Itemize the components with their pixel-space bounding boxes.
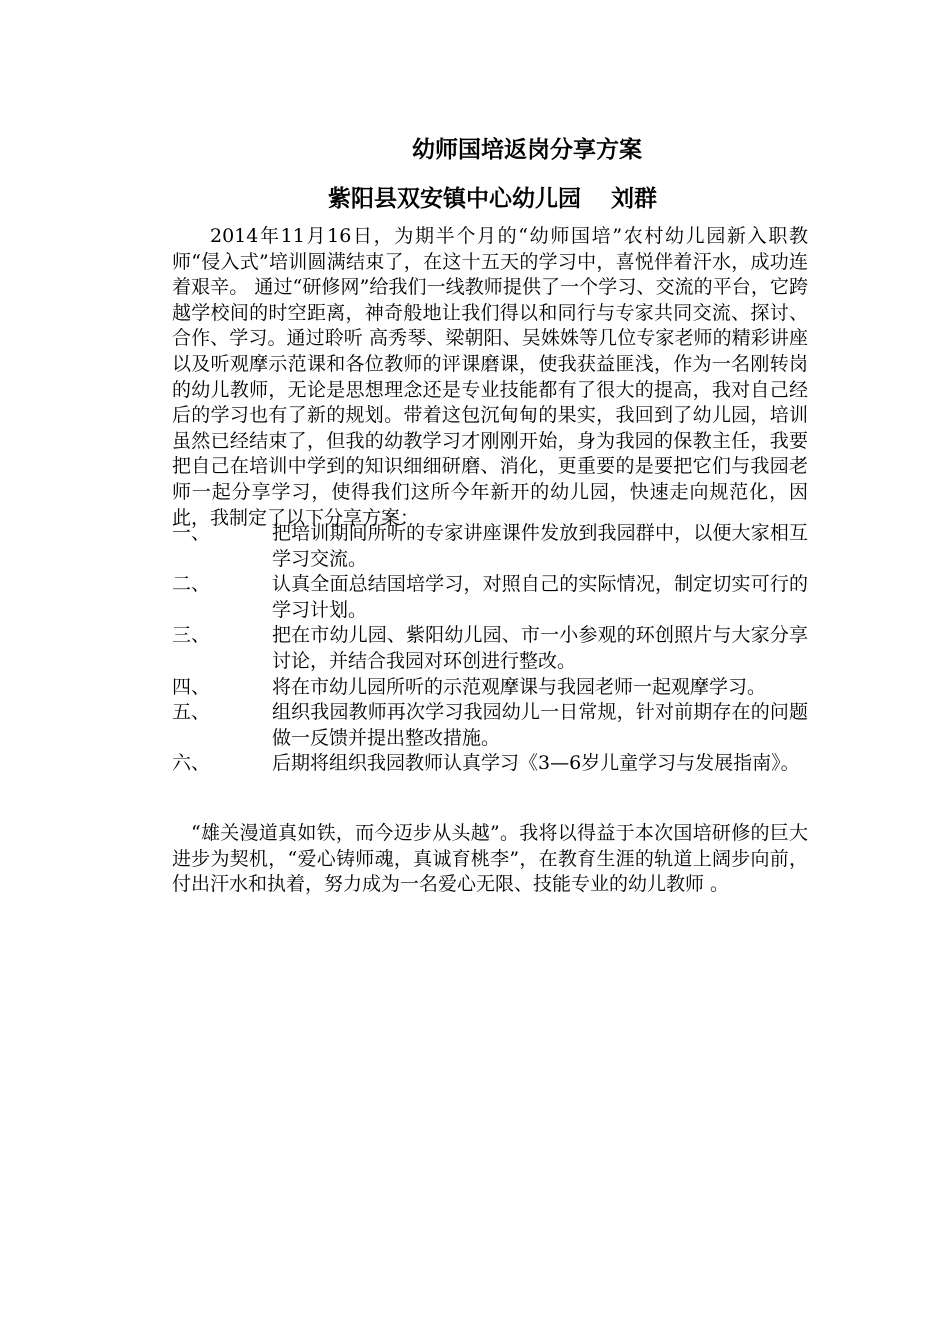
list-item [172,751,808,777]
document-title: 幼师国培返岗分享方案 [412,136,642,163]
author-line [328,183,657,215]
plan-list [172,521,808,777]
list-item-number: 四、 [172,675,211,698]
list-item-number: 一、 [172,522,211,544]
list-item-text: 将在市幼儿园所听的示范观摩课与我园老师一起观摩学习。 [272,675,767,698]
list-item-text: 把培训期间所听的专家讲座课件发放到我园群中，以便大家相互学习交流。 [272,522,808,570]
list-item-number: 二、 [172,573,211,596]
list-item [172,521,808,572]
list-item-text: 认真全面总结国培学习，对照自己的实际情况，制定切实可行的学习计划。 [272,573,808,621]
closing-paragraph: “雄关漫道真如铁，而今迈步从头越”。我将以得益于本次国培研修的巨大进步为契机，“爱心铸师魂，真诚育桃李”，在教育生涯的轨道上阔步向前，付出汗水和执着，努力成为一名爱心无限、技能专业的幼儿教师 。 [172,822,808,896]
author-organization: 紫阳县双安镇中心幼儿园 [328,185,581,212]
list-item-text: 后期将组织我园教师认真学习《3—6岁儿童学习与发展指南》。 [272,752,800,775]
list-item [172,572,808,623]
list-item [172,675,808,701]
list-item-number: 五、 [172,701,211,724]
list-item [172,700,808,751]
intro-paragraph [172,224,808,531]
list-item-number: 六、 [172,752,211,775]
list-item [172,623,808,674]
author-name: 刘群 [611,185,657,212]
list-item-text: 组织我园教师再次学习我园幼儿一日常规，针对前期存在的问题做一反馈并提出整改措施。 [272,701,808,749]
list-item-text: 把在市幼儿园、紫阳幼儿园、市一小参观的环创照片与大家分享讨论，并结合我园对环创进行整改。 [272,624,808,672]
list-item-number: 三、 [172,624,211,647]
intro-text: 2014年11月16日，为期半个月的“幼师国培”农村幼儿园新入职教师“侵入式”培训圆满结束了，在这十五天的学习中，喜悦伴着汗水，成功连着艰辛。 通过“研修网”给我们一线教师提供了一个学习、交流的平台，它跨越学校间的时空距离，神奇般地让我们得以和同行与专家共同交流、探讨、合作、学习。通过聆听 高秀琴、梁朝阳、吴姝姝等几位专家老师的精彩讲座以及听观摩示范课和各位教师的评课磨课，使我获益匪浅，作为一名刚转岗的幼儿教师，无论是思想理念还是专业技能都有了很大的提高，我对自己经后的学习也有了新的规划。带着这包沉甸甸的果实，我回到了幼儿园，培训虽然已经结束了，但我的幼教学习才刚刚开始，身为我园的保教主任，我要把自己在培训中学到的知识细细研磨、消化，更重要的是要把它们与我园老师一起分享学习，使得我们这所今年新开的幼儿园，快速走向规范化，因此，我制定了以下分享方案： [172,225,808,529]
